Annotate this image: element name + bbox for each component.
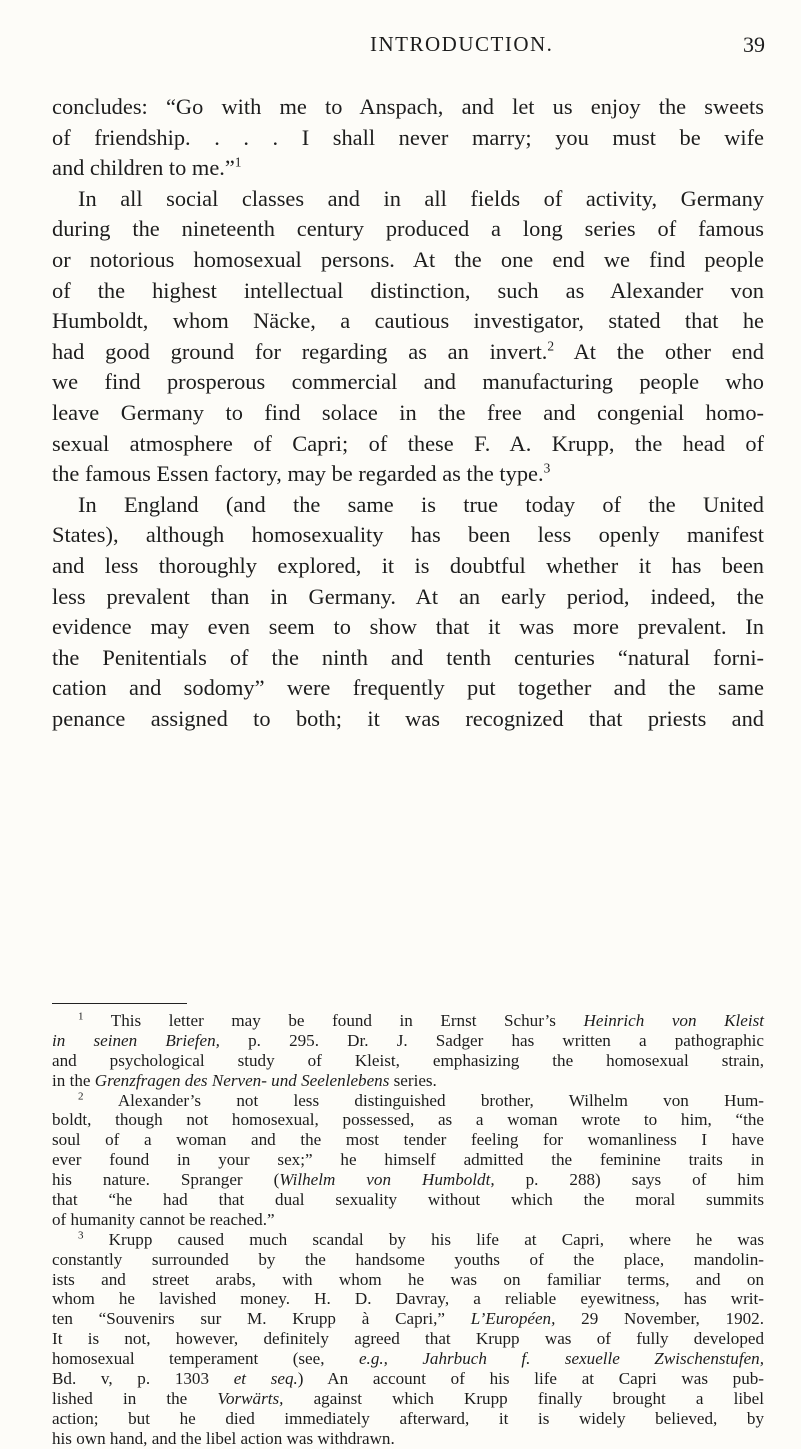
footnote-line: Bd. v, p. 1303 et seq.) An account of his life at Capri was pub- <box>52 1369 764 1389</box>
body-line: or notorious homosexual persons. At the one end we find people <box>52 246 764 272</box>
body-line: sexual atmosphere of Capri; of these F. A. Krupp, the head of <box>52 430 764 456</box>
footnote-line: action; but he died immediately afterward, it is widely believed, by <box>52 1408 764 1428</box>
body-line: penance assigned to both; it was recognized that priests and <box>52 705 764 731</box>
body-text <box>52 92 764 734</box>
footnote-ref: 1 <box>234 154 242 170</box>
footnote-number: 2 <box>78 1089 84 1102</box>
footnote-ref: 2 <box>547 338 555 354</box>
body-line: States), although homosexuality has been less openly manifest <box>52 522 764 548</box>
body-line: concludes: “Go with me to Anspach, and let us enjoy the sweets <box>52 94 764 119</box>
footnote-line: boldt, though not homosexual, possessed, as a woman wrote to him, “the <box>52 1110 764 1130</box>
footnote-line: constantly surrounded by the handsome youths of the place, mandolin- <box>52 1249 764 1269</box>
body-line: leave Germany to find solace in the free and congenial homo- <box>52 399 764 425</box>
footnote-line: in seinen Briefen, p. 295. Dr. J. Sadger has written a pathographic <box>52 1030 764 1050</box>
footnote-line: ists and street arabs, with whom he was on familiar terms, and on <box>52 1269 764 1289</box>
footnote-line: $^1$ This letter may be found in Ernst Schur’s Heinrich von Kleist <box>78 1010 764 1030</box>
body-line: and children to me.”$^1$ <box>52 154 242 181</box>
footnote-rule <box>52 1003 187 1004</box>
footnote-line: $^2$ Alexander’s not less distinguished brother, Wilhelm von Hum- <box>78 1089 764 1110</box>
body-line: and less thoroughly explored, it is doubtful whether it has been <box>52 552 764 578</box>
body-line: of friendship. . . . I shall never marry; you must be wife <box>52 124 764 150</box>
footnote-line: that “he had that dual sexuality without which the moral summits <box>52 1190 764 1210</box>
body-line: less prevalent than in Germany. At an early period, indeed, the <box>52 583 764 609</box>
footnote-line: $^3$ Krupp caused much scandal by his life at Capri, where he was <box>78 1229 764 1249</box>
footnote-line: of humanity cannot be reached.” <box>52 1209 275 1229</box>
body-line: during the nineteenth century produced a long series of famous <box>52 216 764 242</box>
body-line: In England (and the same is true today of the United <box>78 491 764 517</box>
page-header <box>0 32 801 72</box>
footnote-line: his own hand, and the libel action was withdrawn. <box>52 1428 395 1448</box>
footnote-line: homosexual temperament (see, e.g., Jahrbuch f. sexuelle Zwischenstufen, <box>52 1349 764 1369</box>
body-line: evidence may even seem to show that it was more prevalent. In <box>52 614 764 640</box>
footnotes <box>52 1011 764 1449</box>
footnote-ref: 3 <box>543 460 551 476</box>
body-line: the Penitentials of the ninth and tenth centuries “natural forni- <box>52 644 764 670</box>
body-line: we find prosperous commercial and manufacturing people who <box>52 369 764 395</box>
footnote-line: ten “Souvenirs sur M. Krupp à Capri,” L’Européen, 29 November, 1902. <box>52 1309 764 1329</box>
footnote-number: 3 <box>78 1229 84 1242</box>
body-line: the famous Essen factory, may be regarded as the type.$^3$ <box>52 460 551 487</box>
footnote-number: 1 <box>78 1010 84 1023</box>
footnote-line: ever found in your sex;” he himself admitted the feminine traits in <box>52 1150 764 1170</box>
footnote-line: soul of a woman and the most tender feeling for womanliness I have <box>52 1130 764 1150</box>
running-head: INTRODUCTION. <box>370 32 554 56</box>
body-line: of the highest intellectual distinction, such as Alexander von <box>52 277 764 303</box>
footnote-line: It is not, however, definitely agreed that Krupp was of fully developed <box>52 1329 764 1349</box>
page-number: 39 <box>743 32 765 57</box>
footnote-line: in the Grenzfragen des Nerven- und Seelenlebens series. <box>52 1070 437 1090</box>
footnote-line: lished in the Vorwärts, against which Krupp finally brought a libel <box>52 1388 764 1408</box>
footnote-line: his nature. Spranger (Wilhelm von Humboldt, p. 288) says of him <box>52 1170 764 1190</box>
body-line: Humboldt, whom Näcke, a cautious investigator, stated that he <box>52 308 764 334</box>
body-line: had good ground for regarding as an invert.$^2$ At the other end <box>52 338 765 364</box>
footnote-line: and psychological study of Kleist, emphasizing the homosexual strain, <box>52 1050 764 1070</box>
body-line: cation and sodomy” were frequently put together and the same <box>52 675 764 701</box>
footnote-line: whom he lavished money. H. D. Davray, a reliable eyewitness, has writ- <box>52 1289 764 1309</box>
body-line: In all social classes and in all fields of activity, Germany <box>78 185 764 211</box>
